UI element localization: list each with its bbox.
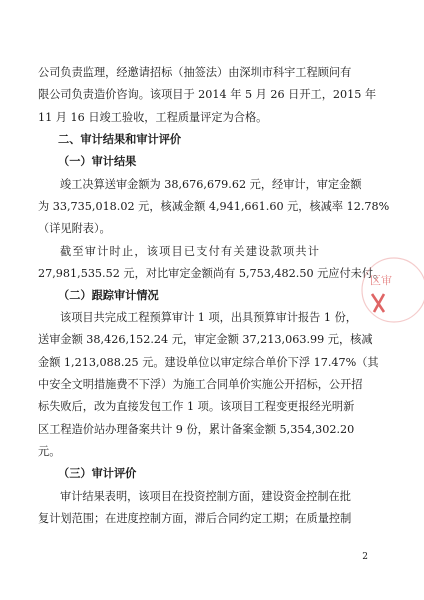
- paragraph-line: 截至审计时止，该项目已支付有关建设款项共计: [60, 245, 321, 258]
- paragraph-line: 标失败后，改为直接发包工作 1 项。该项目工程变更报经光明新: [38, 400, 355, 413]
- official-seal-icon: [358, 254, 424, 324]
- paragraph-line: 区工程造价站办理备案共计 9 份，累计备案金额 5,354,302.20: [38, 423, 355, 436]
- paragraph-line: 公司负责监理，经邀请招标（抽签法）由深圳市科宇工程顾问有: [38, 66, 352, 79]
- paragraph-line: 该项目共完成工程预算审计 1 项，出具预算审计报告 1 份，: [60, 311, 357, 324]
- paragraph-line: 金额 1,213,088.25 元。建设单位以审定综合单价下浮 17.47%（其: [38, 356, 379, 369]
- paragraph-line: 竣工决算送审金额为 38,676,679.62 元，经审计，审定金额: [60, 178, 362, 191]
- paragraph-line: 中安全文明措施费不下浮）为施工合同单价实施公开招标，公开招: [38, 378, 363, 391]
- seal-text: 区审: [370, 274, 392, 287]
- paragraph-line: 为 33,735,018.02 元，核减金额 4,941,661.60 元，核减率 12.78%: [38, 200, 390, 213]
- paragraph-line: 限公司负责造价咨询。该项目于 2014 年 5 月 26 日开工，2015 年: [38, 88, 377, 101]
- page-number: 2: [362, 552, 368, 562]
- paragraph-line: 11 月 16 日竣工验收，工程质量评定为合格。: [38, 111, 268, 124]
- paragraph-line: 27,981,535.52 元，对比审定金额尚有 5,753,482.50 元应付未付。: [38, 267, 385, 280]
- paragraph-line: （详见附表）。: [38, 222, 111, 235]
- subsection-heading: （二）跟踪审计情况: [58, 289, 159, 302]
- subsection-heading: （三）审计评价: [58, 467, 137, 480]
- paragraph-line: 元。: [38, 445, 61, 458]
- paragraph-line: 复计划范围；在进度控制方面，滞后合同约定工期；在质量控制: [38, 512, 352, 525]
- section-heading: 二、审计结果和审计评价: [58, 133, 182, 146]
- paragraph-line: 送审金额 38,426,152.24 元，审定金额 37,213,063.99 元，核减: [38, 333, 373, 346]
- subsection-heading: （一）审计结果: [58, 155, 137, 168]
- paragraph-line: 审计结果表明，该项目在投资控制方面，建设资金控制在批: [60, 490, 351, 503]
